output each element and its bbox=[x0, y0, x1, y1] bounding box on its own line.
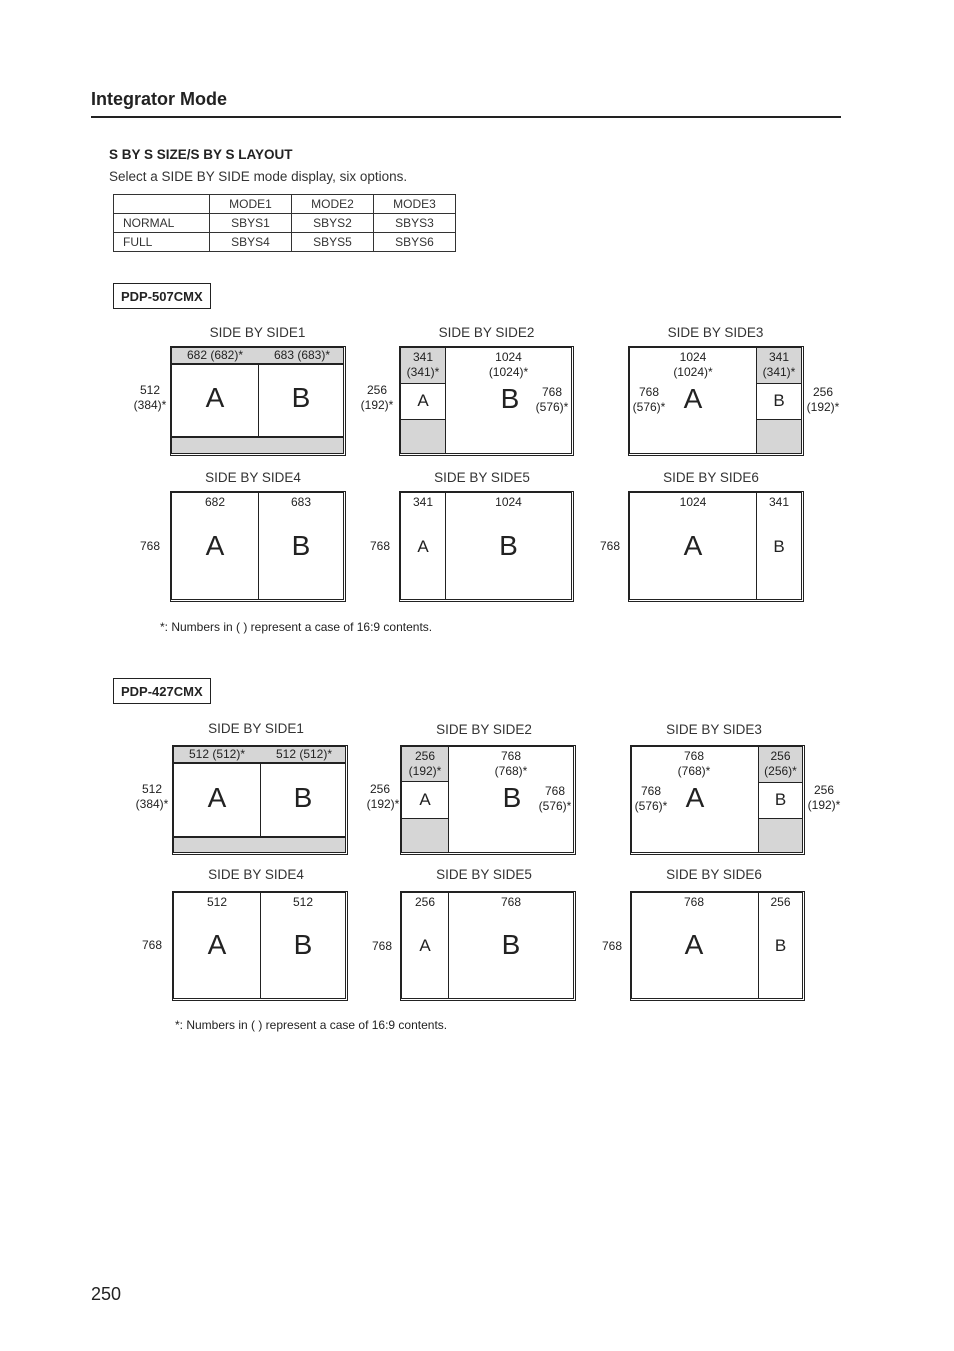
footnote: *: Numbers in ( ) represent a case of 16:9 contents. bbox=[160, 620, 433, 634]
bottom-strip bbox=[171, 437, 344, 454]
height-label: 768 bbox=[599, 539, 621, 553]
width-label-a: 512 bbox=[206, 895, 228, 909]
width-label-b: 683 bbox=[290, 495, 312, 509]
window-b-height: 768 bbox=[541, 385, 563, 399]
sbs5-frame bbox=[400, 891, 576, 1001]
width-label-a: 341 bbox=[412, 350, 434, 364]
window-a-label: A bbox=[207, 929, 227, 960]
window-b-height: 768 bbox=[544, 784, 566, 798]
width-label-b-169: (1024)* bbox=[488, 365, 529, 379]
height-label: 768 bbox=[371, 939, 393, 953]
diagram-title: SIDE BY SIDE1 bbox=[208, 721, 304, 736]
window-a-label: A bbox=[417, 537, 429, 556]
table-cell: SBYS1 bbox=[210, 214, 292, 233]
width-label-a-169: (341)* bbox=[406, 365, 440, 379]
width-label-b: 768 bbox=[500, 749, 522, 763]
table-cell: SBYS5 bbox=[292, 233, 374, 252]
footnote: *: Numbers in ( ) represent a case of 16:9 contents. bbox=[175, 1018, 448, 1032]
width-label-b: 256 bbox=[770, 749, 791, 763]
window-a-height-169: (576)* bbox=[632, 400, 666, 414]
window-b-label: B bbox=[773, 391, 785, 410]
diagram-title: SIDE BY SIDE1 bbox=[209, 325, 306, 340]
window-b-label: B bbox=[502, 782, 522, 813]
window-b-height-169: (576)* bbox=[538, 799, 572, 813]
table-row bbox=[114, 233, 456, 252]
height-label: 256 bbox=[812, 385, 834, 399]
bottom-strip bbox=[173, 837, 346, 853]
table-cell: SBYS3 bbox=[374, 214, 456, 233]
width-label-b: 1024 bbox=[495, 495, 522, 509]
height-label: 256 bbox=[366, 383, 388, 397]
width-label-a: 768 bbox=[683, 895, 705, 909]
window-a-label: A bbox=[419, 936, 431, 955]
width-label-b: 341 bbox=[768, 495, 790, 509]
diagram-title: SIDE BY SIDE4 bbox=[208, 867, 304, 882]
height-label-169: (384)* bbox=[135, 797, 169, 811]
table-row bbox=[114, 214, 456, 233]
window-a-label: A bbox=[419, 790, 431, 809]
diagram-title: SIDE BY SIDE2 bbox=[438, 325, 535, 340]
sbs6-frame bbox=[628, 491, 804, 602]
bottom-strip bbox=[401, 818, 449, 853]
diagram-title: SIDE BY SIDE6 bbox=[666, 867, 762, 882]
table-cell: SBYS6 bbox=[374, 233, 456, 252]
diagram-title: SIDE BY SIDE3 bbox=[667, 325, 764, 340]
diagram-title: SIDE BY SIDE4 bbox=[205, 470, 301, 485]
table-header-cell: MODE3 bbox=[374, 195, 456, 214]
width-label-b: 1024 bbox=[495, 350, 522, 364]
window-a-label: A bbox=[683, 383, 703, 414]
bottom-strip bbox=[758, 818, 803, 853]
width-label-a-169: (768)* bbox=[677, 764, 711, 778]
window-b-label: B bbox=[774, 790, 787, 809]
window-a-label: A bbox=[685, 782, 705, 813]
table-header-row bbox=[114, 195, 456, 214]
window-a-label: A bbox=[417, 391, 429, 410]
section-title: Integrator Mode bbox=[91, 89, 228, 109]
window-a-height-169: (576)* bbox=[634, 799, 668, 813]
width-label-b: 512 (512)* bbox=[275, 747, 333, 761]
table-cell: NORMAL bbox=[114, 214, 210, 233]
window-a-label: A bbox=[207, 782, 227, 813]
width-label-a: 512 (512)* bbox=[188, 747, 246, 761]
height-label-169: (192)* bbox=[360, 398, 394, 412]
sbs6-frame bbox=[630, 891, 805, 1001]
height-label: 768 bbox=[139, 539, 161, 553]
width-label-a-169: (192)* bbox=[408, 764, 442, 778]
window-b-label: B bbox=[291, 382, 311, 413]
window-b-label: B bbox=[500, 383, 520, 414]
table-cell: SBYS4 bbox=[210, 233, 292, 252]
width-label-b-169: (341)* bbox=[762, 365, 796, 379]
height-label: 256 bbox=[813, 783, 835, 797]
description: Select a SIDE BY SIDE mode display, six options. bbox=[109, 169, 408, 184]
width-label-a-169: (1024)* bbox=[673, 365, 713, 379]
diagram-title: SIDE BY SIDE6 bbox=[663, 470, 759, 485]
diagram-title: SIDE BY SIDE5 bbox=[434, 470, 530, 485]
subsection-title: S BY S SIZE/S BY S LAYOUT bbox=[109, 147, 293, 162]
width-label-b: 256 bbox=[770, 895, 791, 909]
height-label: 768 bbox=[141, 938, 163, 952]
window-a-label: A bbox=[684, 929, 704, 960]
width-label-a: 256 bbox=[414, 749, 436, 763]
height-label: 512 bbox=[139, 383, 161, 397]
bottom-strip bbox=[756, 419, 802, 454]
width-label-a: 1024 bbox=[679, 350, 707, 364]
window-b-label: B bbox=[773, 537, 785, 556]
sbs2-frame bbox=[400, 745, 576, 855]
sbs2-frame bbox=[399, 346, 574, 456]
window-a-height: 768 bbox=[640, 784, 662, 798]
width-label-a: 1024 bbox=[679, 495, 707, 509]
mode-table bbox=[113, 194, 456, 252]
width-label-a: 682 bbox=[204, 495, 226, 509]
height-label: 512 bbox=[141, 782, 163, 796]
height-label: 768 bbox=[369, 539, 391, 553]
window-b-label: B bbox=[499, 530, 518, 561]
table-header-cell: MODE1 bbox=[210, 195, 292, 214]
width-label-b-169: (768)* bbox=[494, 764, 528, 778]
diagram-title: SIDE BY SIDE3 bbox=[666, 722, 762, 737]
table-header-cell: MODE2 bbox=[292, 195, 374, 214]
width-label-a: 341 bbox=[412, 495, 434, 509]
width-label-a: 682 (682)* bbox=[186, 348, 244, 362]
sbs1-frame bbox=[172, 745, 348, 855]
window-a-height: 768 bbox=[638, 385, 660, 399]
window-b-label: B bbox=[501, 929, 521, 960]
width-label-b: 768 bbox=[500, 895, 522, 909]
height-label: 768 bbox=[601, 939, 623, 953]
sbs5-frame bbox=[399, 491, 574, 602]
header-rule bbox=[91, 116, 841, 118]
window-b-label: B bbox=[291, 530, 311, 561]
width-label-b: 512 bbox=[292, 895, 314, 909]
table-cell: FULL bbox=[114, 233, 210, 252]
width-label-a: 768 bbox=[683, 749, 705, 763]
height-label-169: (192)* bbox=[807, 798, 841, 812]
window-a-label: A bbox=[205, 382, 225, 413]
height-label-169: (192)* bbox=[806, 400, 840, 414]
bottom-strip bbox=[400, 419, 446, 454]
sbs3-frame bbox=[630, 745, 805, 855]
table-cell: SBYS2 bbox=[292, 214, 374, 233]
window-a-label: A bbox=[683, 530, 703, 561]
sbs3-frame bbox=[628, 346, 804, 456]
table-header-cell bbox=[114, 195, 210, 214]
window-b-height-169: (576)* bbox=[535, 400, 569, 414]
sbs4-frame bbox=[170, 491, 346, 602]
width-label-b: 341 bbox=[768, 350, 790, 364]
sbs4-frame bbox=[172, 891, 348, 1001]
page-number: 250 bbox=[91, 1284, 122, 1304]
sbs1-frame bbox=[170, 346, 346, 456]
window-a-label: A bbox=[205, 530, 225, 561]
diagram-title: SIDE BY SIDE2 bbox=[436, 722, 532, 737]
width-label-b-169: (256)* bbox=[764, 764, 797, 778]
window-b-label: B bbox=[293, 929, 313, 960]
window-b-label: B bbox=[774, 936, 787, 955]
width-label-b: 683 (683)* bbox=[273, 348, 331, 362]
height-label-169: (192)* bbox=[366, 797, 400, 811]
width-label-a: 256 bbox=[414, 895, 436, 909]
height-label: 256 bbox=[369, 782, 391, 796]
window-b-label: B bbox=[293, 782, 313, 813]
diagram-title: SIDE BY SIDE5 bbox=[436, 867, 532, 882]
height-label-169: (384)* bbox=[133, 398, 167, 412]
model-label: PDP-427CMX bbox=[113, 678, 211, 704]
model-label: PDP-507CMX bbox=[113, 283, 211, 309]
